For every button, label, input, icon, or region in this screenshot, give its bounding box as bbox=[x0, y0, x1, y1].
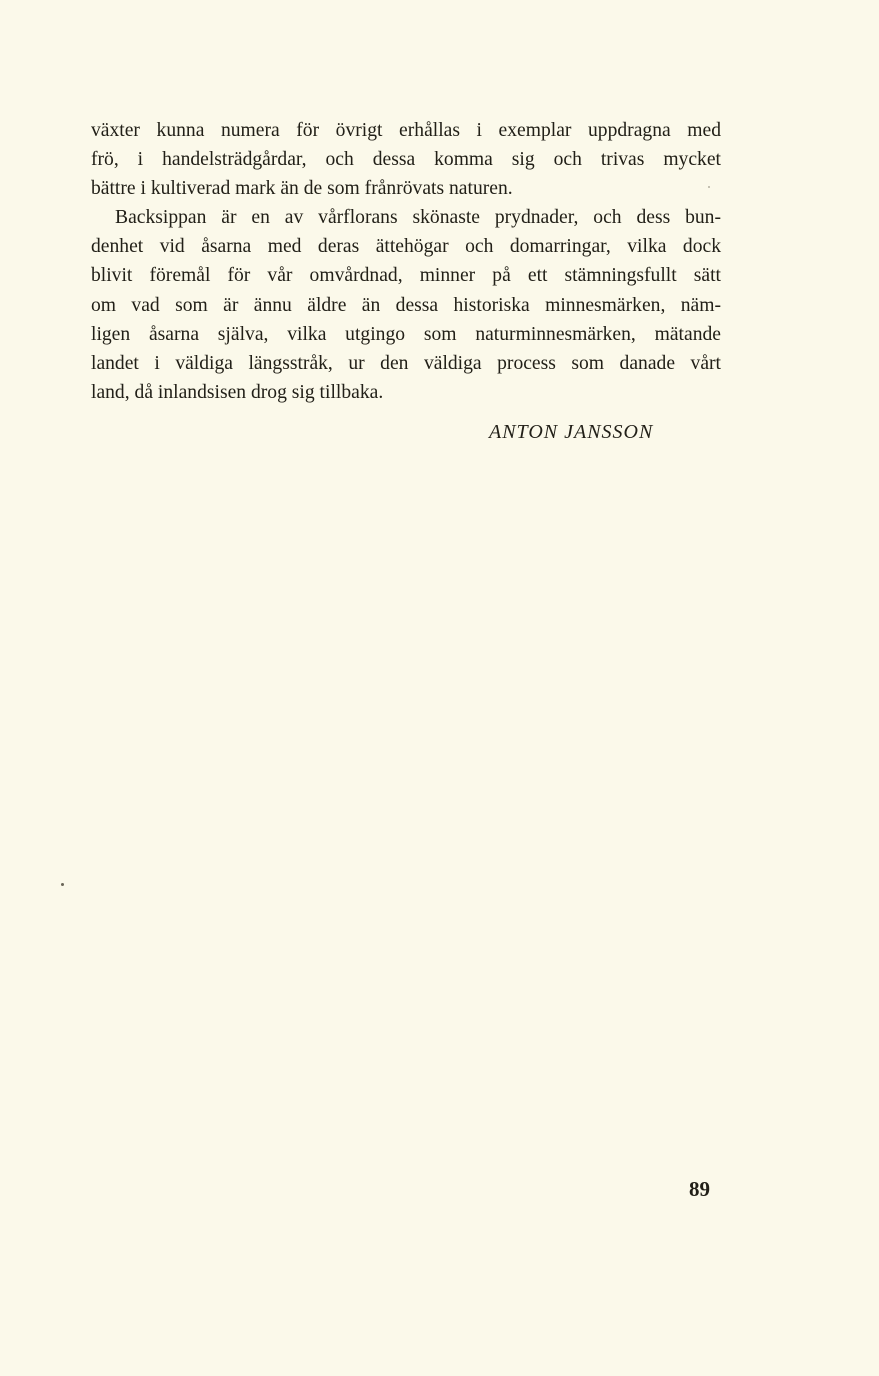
text-line: Backsippan är en av vårflorans skönaste prydnader, och dess bun- bbox=[115, 207, 721, 229]
text-line: denhet vid åsarna med deras ättehögar och domarringar, vilka dock bbox=[91, 236, 721, 258]
paragraph-1 bbox=[91, 116, 721, 203]
text-line: växter kunna numera för övrigt erhållas i exemplar uppdragna med bbox=[91, 120, 721, 141]
text-line: land, då inlandsisen drog sig tillbaka. bbox=[91, 381, 384, 403]
text-line: blivit föremål för vår omvårdnad, minner på ett stämningsfullt sätt bbox=[91, 265, 721, 287]
author-signature: ANTON JANSSON bbox=[489, 421, 654, 443]
text-line: frö, i handelsträdgårdar, och dessa komma sig och trivas mycket bbox=[91, 149, 721, 171]
text-line: om vad som är ännu äldre än dessa historiska minnesmärken, näm- bbox=[91, 294, 721, 316]
paper-speck bbox=[708, 186, 710, 188]
text-line: ligen åsarna själva, vilka utgingo som naturminnesmärken, mätande bbox=[91, 323, 721, 345]
paragraph-2 bbox=[91, 203, 721, 407]
page-number: 89 bbox=[689, 1177, 710, 1201]
body-text bbox=[91, 116, 721, 407]
text-line: landet i väldiga längsstråk, ur den väldiga process som danade vårt bbox=[91, 352, 721, 374]
paper-speck bbox=[61, 883, 64, 886]
text-line: bättre i kultiverad mark än de som frånrövats naturen. bbox=[91, 178, 513, 200]
